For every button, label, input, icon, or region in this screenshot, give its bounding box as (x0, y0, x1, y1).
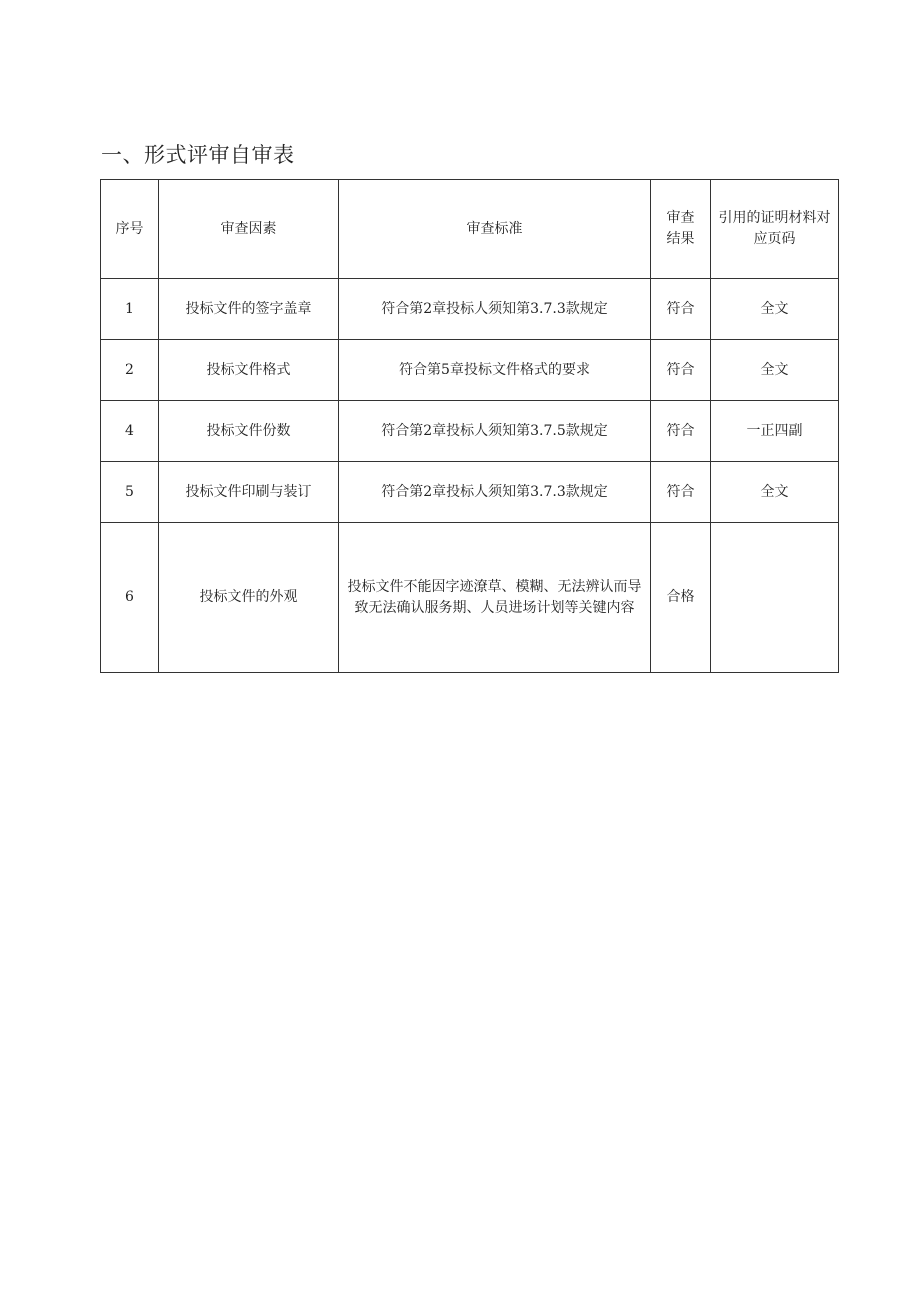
cell-reference: 全文 (711, 462, 839, 523)
cell-result: 符合 (651, 462, 711, 523)
cell-standard-text: 投标文件不能因字迹潦草、模糊、无法辨认而导致无法确认服务期、人员进场计划等关键内容 (347, 578, 642, 616)
cell-factor: 投标文件份数 (159, 401, 339, 462)
cell-standard: 符合第5章投标文件格式的要求 (339, 340, 651, 401)
cell-standard: 符合第2章投标人须知第3.7.5款规定 (339, 401, 651, 462)
header-reference (711, 180, 839, 279)
cell-reference: 一正四副 (711, 401, 839, 462)
cell-factor: 投标文件格式 (159, 340, 339, 401)
header-result (651, 180, 711, 279)
cell-result: 符合 (651, 340, 711, 401)
cell-result: 符合 (651, 401, 711, 462)
cell-reference (711, 523, 839, 673)
cell-reference: 全文 (711, 340, 839, 401)
cell-index: 6 (101, 523, 159, 673)
cell-result: 合格 (651, 523, 711, 673)
header-reference-text: 引用的证明材料对应页码 (718, 210, 831, 247)
cell-standard: 符合第2章投标人须知第3.7.3款规定 (339, 462, 651, 523)
cell-standard (339, 523, 651, 673)
table-row (101, 523, 839, 673)
cell-factor: 投标文件的外观 (159, 523, 339, 673)
cell-reference: 全文 (711, 279, 839, 340)
table-row (101, 401, 839, 462)
header-index: 序号 (101, 180, 159, 279)
cell-result: 符合 (651, 279, 711, 340)
header-factor: 审查因素 (159, 180, 339, 279)
table-row (101, 462, 839, 523)
cell-standard: 符合第2章投标人须知第3.7.3款规定 (339, 279, 651, 340)
cell-index: 5 (101, 462, 159, 523)
cell-factor: 投标文件的签字盖章 (159, 279, 339, 340)
formal-review-table (100, 179, 839, 673)
table-row (101, 340, 839, 401)
page-title: 一、形式评审自审表 (101, 143, 295, 167)
table-row (101, 279, 839, 340)
header-result-text: 审查结果 (666, 210, 695, 247)
header-standard: 审查标准 (339, 180, 651, 279)
cell-index: 2 (101, 340, 159, 401)
cell-index: 4 (101, 401, 159, 462)
cell-index: 1 (101, 279, 159, 340)
cell-factor: 投标文件印刷与装订 (159, 462, 339, 523)
table-header-row (101, 180, 839, 279)
